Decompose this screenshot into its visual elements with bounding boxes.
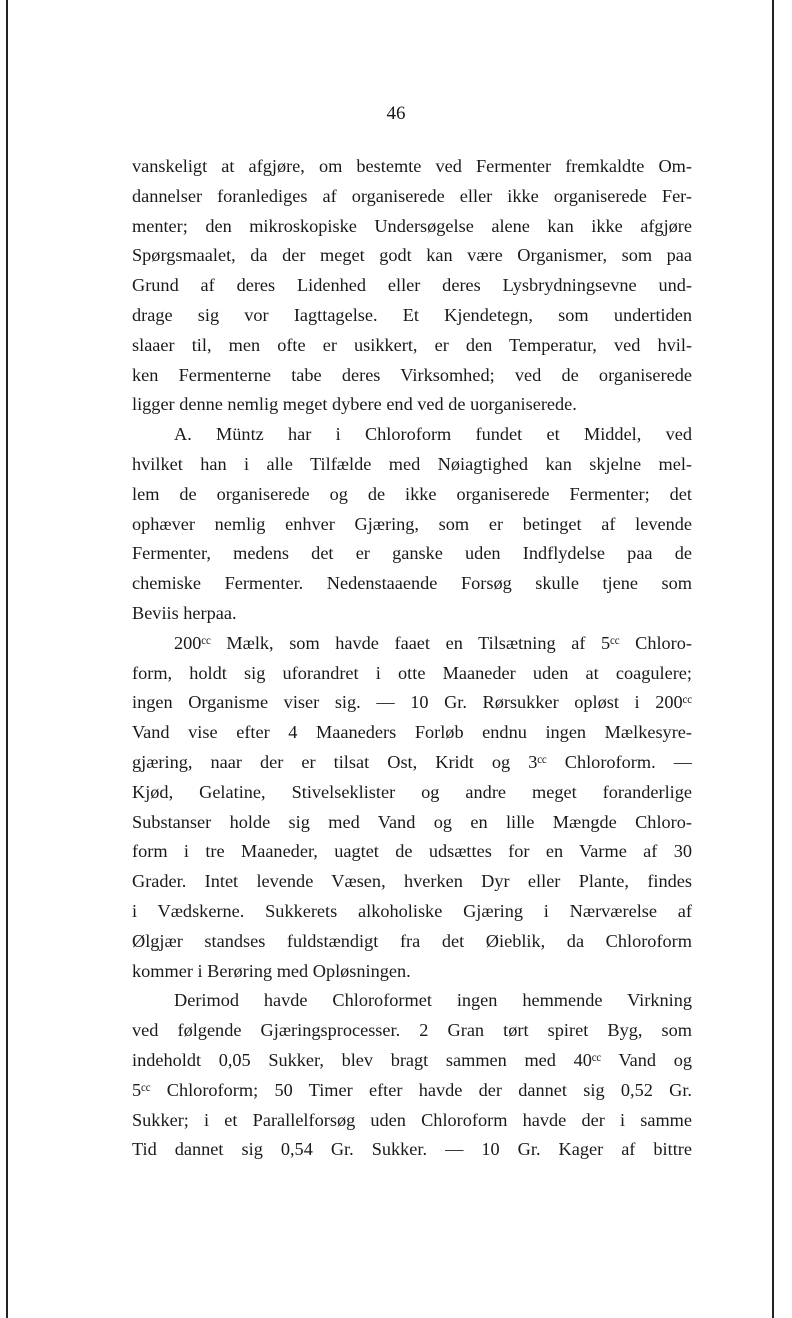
text-line: slaaer til, men ofte er usikkert, er den Temperatur, ved hvil- (132, 334, 692, 355)
text-line: ophæver nemlig enhver Gjæring, som er betinget af levende (132, 513, 692, 534)
text-line: Fermenter, medens det er ganske uden Indflydelse paa de (132, 543, 692, 564)
text-line: hvilket han i alle Tilfælde med Nøiagtighed kan skjelne mel- (132, 453, 692, 474)
text-line: Sukker; i et Parallelforsøg uden Chloroform havde der i samme (132, 1109, 692, 1130)
paragraph-4 (132, 986, 692, 1165)
text-line: Tid dannet sig 0,54 Gr. Sukker. — 10 Gr. Kager af bittre (132, 1139, 692, 1160)
paragraph-2 (132, 420, 692, 629)
text-line: gjæring, naar der er tilsat Ost, Kridt og 3ᶜᶜ Chloroform. — (132, 751, 692, 772)
text-line: i Vædskerne. Sukkerets alkoholiske Gjæring i Nærværelse af (132, 900, 692, 921)
text-line: Vand vise efter 4 Maaneders Forløb endnu ingen Mælkesyre- (132, 722, 692, 743)
text-line: vanskeligt at afgjøre, om bestemte ved Fermenter fremkaldte Om- (132, 156, 692, 176)
text-line: lem de organiserede og de ikke organiserede Fermenter; det (132, 483, 692, 504)
text-line: A. Müntz har i Chloroform fundet et Middel, ved (174, 424, 692, 445)
text-line: ligger denne nemlig meget dybere end ved de uorganiserede. (132, 394, 577, 415)
text-line: menter; den mikroskopiske Undersøgelse alene kan ikke afgjøre (132, 215, 692, 236)
text-line: Spørgsmaalet, da der meget godt kan være Organismer, som paa (132, 245, 692, 266)
text-line: Derimod havde Chloroformet ingen hemmende Virkning (174, 990, 692, 1011)
text-line: Beviis herpaa. (132, 602, 237, 623)
body-text (132, 152, 692, 1165)
text-line: chemiske Fermenter. Nedenstaaende Forsøg skulle tjene som (132, 573, 692, 594)
text-line: indeholdt 0,05 Sukker, blev bragt sammen med 40ᶜᶜ Vand og (132, 1049, 692, 1070)
text-line: 5ᶜᶜ Chloroform; 50 Timer efter havde der dannet sig 0,52 Gr. (132, 1079, 692, 1100)
text-line: 200ᶜᶜ Mælk, som havde faaet en Tilsætning af 5ᶜᶜ Chloro- (174, 632, 692, 653)
text-line: form, holdt sig uforandret i otte Maaneder uden at coagulere; (132, 662, 692, 683)
text-line: Substanser holde sig med Vand og en lille Mængde Chloro- (132, 811, 692, 832)
text-line: Ølgjær standses fuldstændigt fra det Øieblik, da Chloroform (132, 930, 692, 951)
text-line: ved følgende Gjæringsprocesser. 2 Gran tørt spiret Byg, som (132, 1020, 692, 1041)
page-frame-left-edge (6, 0, 8, 1318)
paragraph-3 (132, 629, 692, 987)
text-line: ken Fermenterne tabe deres Virksomhed; ved de organiserede (132, 364, 692, 385)
text-line: ingen Organisme viser sig. — 10 Gr. Rørsukker opløst i 200ᶜᶜ (132, 692, 692, 713)
text-line: form i tre Maaneder, uagtet de udsættes for en Varme af 30 (132, 841, 692, 862)
paragraph-1 (132, 152, 692, 420)
text-line: dannelser foranlediges af organiserede eller ikke organiserede Fer- (132, 185, 692, 206)
page-frame-right-edge (772, 0, 774, 1318)
text-line: Grund af deres Lidenhed eller deres Lysbrydningsevne und- (132, 275, 692, 296)
text-line: Kjød, Gelatine, Stivelseklister og andre meget foranderlige (132, 781, 692, 802)
page-number: 46 (386, 103, 406, 124)
text-line: drage sig vor Iagttagelse. Et Kjendetegn, som undertiden (132, 304, 692, 325)
text-line: Grader. Intet levende Væsen, hverken Dyr eller Plante, findes (132, 871, 692, 892)
text-line: kommer i Berøring med Opløsningen. (132, 960, 411, 981)
